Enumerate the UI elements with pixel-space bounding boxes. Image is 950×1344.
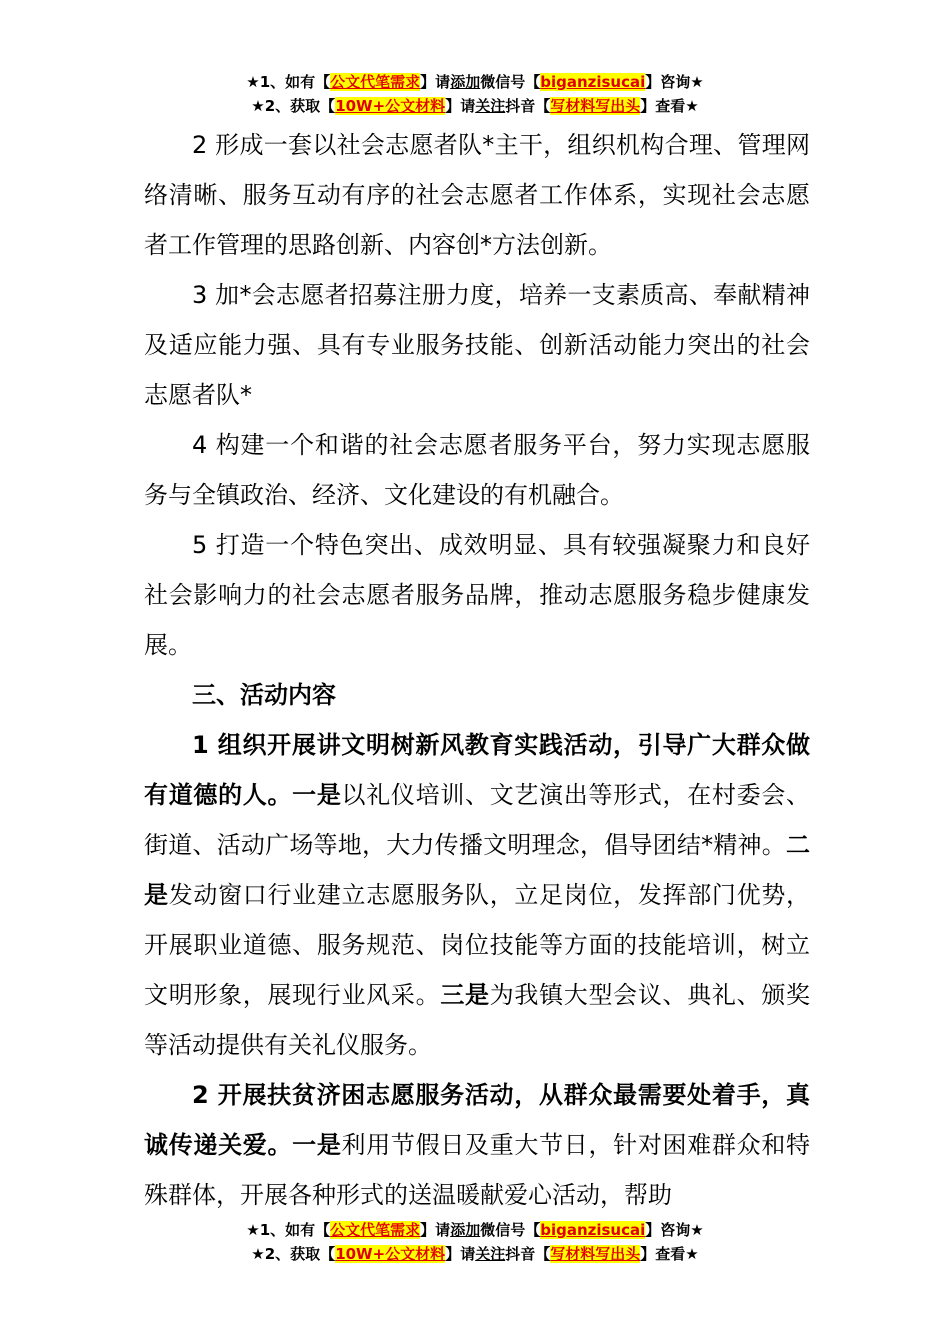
banner-text: 微信号【	[480, 73, 541, 91]
banner-highlight: biganzisucai	[540, 73, 646, 91]
keyword: 一是	[292, 781, 342, 809]
banner-text: 】咨询★	[645, 1221, 704, 1239]
banner-text: 抖音【	[505, 1245, 551, 1263]
activity-text: 发动窗口行业建立志愿服务队，立足岗位，发挥部门优势，开展职业道德、服务规范、岗位技能等方面的技能培训，树立文明形象，展现行业风采。	[144, 881, 811, 1009]
banner-underlined-text: 添加	[450, 73, 481, 91]
keyword: 一是	[292, 1131, 342, 1159]
banner-highlight: 公文代笔需求	[330, 1221, 421, 1239]
banner-line-2	[0, 1242, 950, 1266]
banner-text: ★1、如有【	[246, 73, 331, 91]
activity-title: 2 开展扶贫济困志愿服务活动，从群众最需要处着手，真诚传递关爱。	[144, 1081, 810, 1159]
banner-highlight: 写材料写出头	[550, 97, 641, 115]
banner-underlined-text: 添加	[450, 1221, 481, 1239]
banner-text: 】查看★	[640, 97, 699, 115]
banner-text: 】请	[445, 1245, 476, 1263]
keyword: 三是	[440, 981, 490, 1009]
banner-highlight: 10W+公文材料	[335, 97, 446, 115]
paragraph-activity-2	[144, 1070, 810, 1220]
banner-line-1	[0, 1218, 950, 1242]
banner-underlined-text: 关注	[475, 97, 506, 115]
banner-text: 】查看★	[640, 1245, 699, 1263]
header-banner	[0, 70, 950, 118]
banner-text: 】请	[420, 73, 451, 91]
paragraph-goal-3: 3 加*会志愿者招募注册力度，培养一支素质高、奉献精神及适应能力强、具有专业服务技能、创新活动能力突出的社会志愿者队*	[144, 281, 810, 409]
activity-text: 以礼仪培训、文艺演出等形式，在村委会、街道、活动广场等地，大力传播文明理念，倡导团结*精神。	[144, 781, 811, 859]
banner-text: 】咨询★	[645, 73, 704, 91]
banner-highlight: 公文代笔需求	[330, 73, 421, 91]
banner-highlight: biganzisucai	[540, 1221, 646, 1239]
paragraph-goal-5: 5 打造一个特色突出、成效明显、具有较强凝聚力和良好社会影响力的社会志愿者服务品牌，推动志愿服务稳步健康发展。	[144, 531, 810, 659]
banner-text: ★2、获取【	[251, 1245, 336, 1263]
paragraph-activity-1	[144, 720, 810, 1070]
banner-text: 抖音【	[505, 97, 551, 115]
banner-highlight: 10W+公文材料	[335, 1245, 446, 1263]
paragraph-goal-2: 2 形成一套以社会志愿者队*主干，组织机构合理、管理网络清晰、服务互动有序的社会志愿者工作体系，实现社会志愿者工作管理的思路创新、内容创*方法创新。	[144, 131, 810, 259]
banner-line-2	[0, 94, 950, 118]
banner-highlight: 写材料写出头	[550, 1245, 641, 1263]
banner-text: 】请	[445, 97, 476, 115]
banner-text: ★1、如有【	[246, 1221, 331, 1239]
banner-text: ★2、获取【	[251, 97, 336, 115]
document-body	[144, 120, 810, 1220]
banner-text: 微信号【	[480, 1221, 541, 1239]
banner-line-1	[0, 70, 950, 94]
section-heading: 三、活动内容	[192, 681, 336, 709]
keyword: 二是	[144, 831, 810, 909]
activity-title: 1 组织开展讲文明树新风教育实践活动，引导广大群众做有道德的人。	[144, 731, 810, 809]
activity-text: 为我镇大型会议、典礼、颁奖等活动提供有关礼仪服务。	[144, 981, 811, 1059]
footer-banner	[0, 1218, 950, 1266]
paragraph-goal-4: 4 构建一个和谐的社会志愿者服务平台，努力实现志愿服务与全镇政治、经济、文化建设的有机融合。	[144, 431, 810, 509]
banner-text: 】请	[420, 1221, 451, 1239]
activity-text: 利用节假日及重大节日，针对困难群众和特殊群体，开展各种形式的送温暖献爱心活动，帮助	[144, 1131, 811, 1209]
banner-underlined-text: 关注	[475, 1245, 506, 1263]
